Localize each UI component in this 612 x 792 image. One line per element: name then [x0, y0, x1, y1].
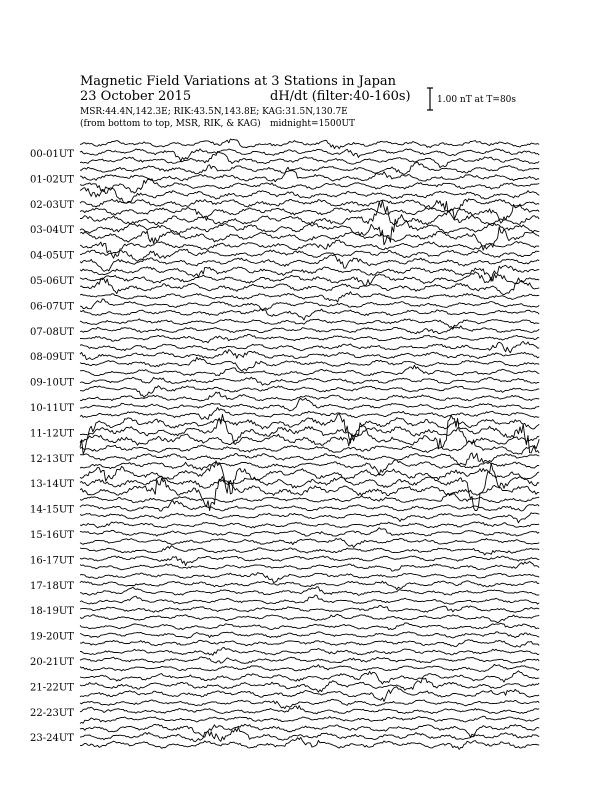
hour-row — [30, 392, 539, 419]
hour-label: 21-22UT — [30, 682, 74, 694]
trace-line — [80, 215, 539, 245]
trace-order-note: (from bottom to top, MSR, RIK, & KAG) — [80, 119, 261, 129]
trace-line — [80, 440, 539, 454]
trace-line — [80, 623, 539, 630]
hour-label: 16-17UT — [30, 555, 74, 567]
chart-quantity: dH/dt (filter:40-160s) — [270, 89, 411, 104]
trace-line — [80, 308, 539, 320]
trace-line — [80, 647, 539, 655]
hour-row — [30, 365, 539, 397]
hour-row — [30, 440, 539, 475]
trace-line — [80, 272, 539, 286]
trace-line — [80, 581, 539, 590]
trace-line — [80, 632, 539, 638]
chart-header — [80, 74, 411, 129]
trace-line — [80, 292, 539, 302]
trace-line — [80, 149, 539, 162]
trace-line — [80, 716, 539, 723]
hour-row — [30, 342, 539, 372]
trace-line — [80, 528, 539, 536]
trace-line — [80, 151, 539, 167]
hour-label: 00-01UT — [30, 149, 74, 160]
trace-line — [80, 187, 539, 204]
hour-row — [30, 724, 539, 749]
trace-line — [80, 299, 539, 310]
trace-line — [80, 501, 539, 511]
trace-line — [80, 614, 539, 622]
trace-line — [80, 513, 539, 523]
trace-line — [80, 463, 539, 511]
hour-label: 08-09UT — [30, 352, 74, 364]
hour-label: 02-03UT — [30, 199, 74, 211]
trace-line — [80, 139, 539, 149]
trace-line — [80, 204, 539, 223]
trace-line — [80, 377, 539, 385]
trace-line — [80, 392, 539, 401]
hour-label: 13-14UT — [30, 479, 74, 491]
trace-line — [80, 350, 539, 360]
trace-line — [80, 587, 539, 596]
chart-date: 23 October 2015 — [80, 89, 192, 104]
trace-line — [80, 408, 539, 420]
hour-row — [30, 139, 539, 168]
trace-line — [80, 334, 539, 343]
hour-label: 14-15UT — [30, 504, 74, 516]
hour-label: 04-05UT — [30, 250, 74, 262]
trace-line — [80, 200, 539, 226]
hour-row — [30, 319, 539, 343]
hour-label: 18-19UT — [30, 606, 74, 618]
trace-line — [80, 162, 539, 174]
chart-title: Magnetic Field Variations at 3 Stations in Japan — [80, 74, 397, 89]
hour-label: 09-10UT — [30, 377, 74, 389]
trace-line — [80, 595, 539, 604]
hour-label: 10-11UT — [30, 403, 74, 414]
trace-line — [80, 737, 539, 749]
trace-line — [80, 671, 539, 684]
trace-line — [80, 573, 539, 583]
trace-line — [80, 539, 539, 548]
hour-label: 11-12UT — [30, 428, 74, 440]
hour-row — [30, 623, 539, 647]
trace-line — [80, 167, 539, 182]
trace-line — [80, 546, 539, 555]
hour-row — [30, 187, 539, 223]
trace-line — [80, 728, 539, 742]
trace-line — [80, 657, 539, 664]
hour-row — [30, 647, 539, 671]
hour-label: 17-18UT — [30, 580, 74, 592]
hour-label: 22-23UT — [30, 707, 74, 719]
trace-line — [80, 556, 539, 566]
trace-line — [80, 265, 539, 281]
trace-line — [80, 562, 539, 572]
trace-line — [80, 724, 539, 737]
trace-line — [80, 522, 539, 528]
trace-line — [80, 326, 539, 334]
hour-row — [30, 240, 539, 271]
trace-line — [80, 706, 539, 714]
scale-bar — [427, 88, 516, 110]
trace-line — [80, 414, 539, 453]
trace-line — [80, 699, 539, 708]
hour-label: 20-21UT — [30, 657, 74, 668]
hour-row — [30, 493, 539, 523]
hour-row — [30, 546, 539, 571]
trace-line — [80, 398, 539, 411]
hour-label: 03-04UT — [30, 225, 74, 237]
scale-bar-label: 1.00 nT at T=80s — [437, 95, 517, 105]
hour-label: 01-02UT — [30, 174, 74, 186]
hour-label: 12-13UT — [30, 453, 74, 465]
trace-line — [80, 319, 539, 328]
trace-line — [80, 255, 539, 272]
trace-line — [80, 178, 539, 193]
trace-line — [80, 678, 539, 692]
station-coordinates: MSR:44.4N,142.3E; RIK:43.5N,143.8E; KAG:31.5N,130.7E — [80, 107, 348, 117]
trace-line — [80, 342, 539, 353]
trace-line — [80, 365, 539, 376]
trace-line — [80, 605, 539, 612]
trace-line — [80, 664, 539, 671]
hour-row — [30, 671, 539, 702]
hour-label: 06-07UT — [30, 301, 74, 313]
trace-line — [80, 199, 539, 219]
hour-label: 19-20UT — [30, 631, 74, 643]
trace-line — [80, 357, 539, 371]
hour-row — [30, 200, 539, 250]
hour-row — [30, 162, 539, 193]
trace-line — [80, 461, 539, 494]
hour-row — [30, 595, 539, 622]
hour-row — [30, 699, 539, 723]
hour-rows — [30, 139, 539, 749]
hour-label: 05-06UT — [30, 276, 74, 287]
hour-label: 23-24UT — [30, 733, 74, 745]
hour-label: 07-08UT — [30, 326, 74, 338]
hour-row — [30, 461, 539, 511]
hour-row — [30, 292, 539, 320]
hour-row — [30, 522, 539, 548]
hour-label: 15-16UT — [30, 530, 74, 541]
trace-line — [80, 687, 539, 702]
hour-row — [30, 573, 539, 596]
trace-line — [80, 640, 539, 647]
midnight-note: midnight=1500UT — [270, 119, 356, 129]
